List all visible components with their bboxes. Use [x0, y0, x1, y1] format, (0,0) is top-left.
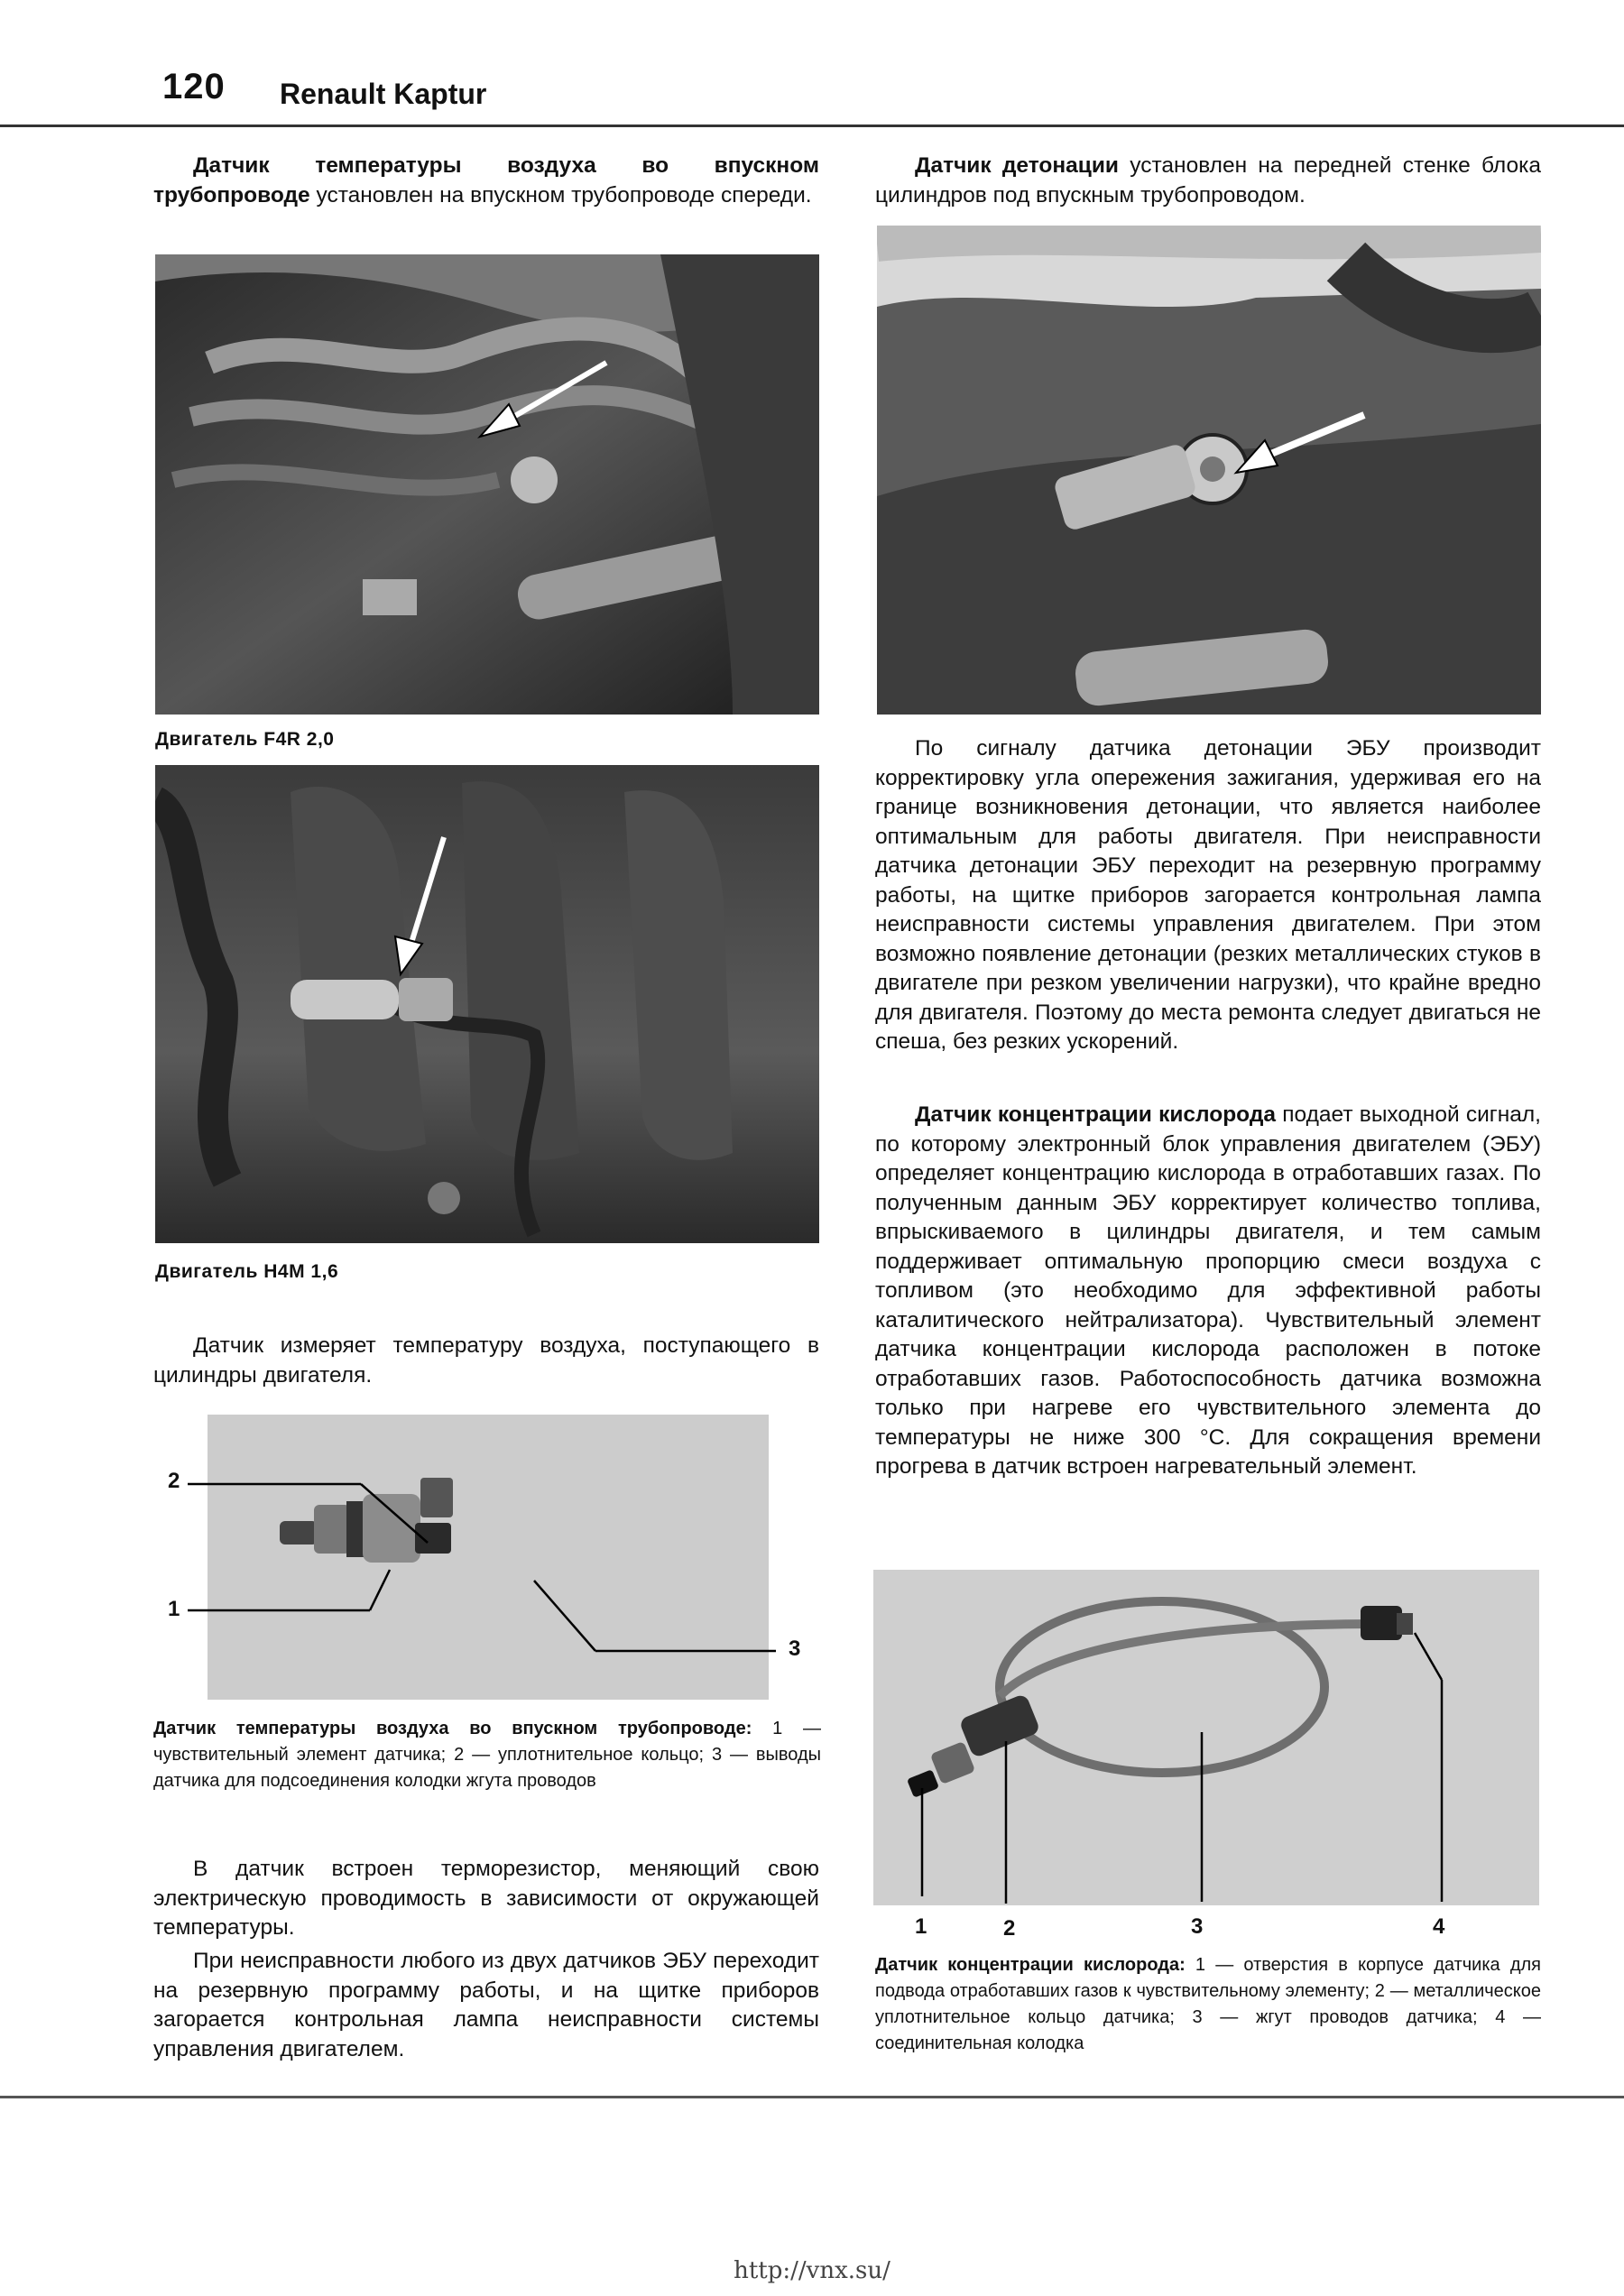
para-thermistor: В датчик встроен терморезистор, меняющий свою электрическую проводимость в зависимости от окружающей температуры. — [153, 1857, 819, 1940]
oxygen-callout-3: 3 — [1191, 1914, 1204, 1939]
knock-sensor-photo — [877, 226, 1541, 715]
engine-f4r-photo — [155, 254, 819, 715]
engine-h4m-photo — [155, 765, 819, 1243]
caption-air-temp-sensor-text: 1 — чувствительный элемент датчика; 2 — уплотнительное кольцо; 3 — выводы датчика для подсоединения колодки жгута проводов — [153, 1719, 821, 1791]
oxygen-callout-4: 4 — [1433, 1914, 1445, 1939]
footer-divider — [0, 2096, 1624, 2098]
photo-label-h4m: Двигатель H4M 1,6 — [155, 1261, 339, 1282]
caption-air-temp-sensor-title: Датчик температуры воздуха во впускном трубопроводе: — [153, 1719, 752, 1738]
oxygen-sensor-text: подает выходной сигнал, по которому электронный блок управления двигателем (ЭБУ) определяет концентрацию кислорода в отработавших газах. По полученным данным ЭБУ корректирует количество топлива, впрыскиваемого в цилиндры двигателя, и тем самым поддерживает оптимальную пропорцию смеси воздуха с топливом (это необходимо для эффективной работы каталитического нейтрализатора). Чувствительный элемент датчика концентрации кислорода расположен в потоке отработавших газов. Работоспособность датчика возможна только при нагреве его чувствительного элемента до температуры не ниже 300 °С. Для сокращения времени прогрева в датчик встроен нагревательный элемент. — [875, 1102, 1541, 1479]
intro-knock-sensor-text: установлен на передней стенке блока цилиндров под впускным трубопроводом. — [875, 153, 1541, 207]
para-measure: Датчик измеряет температуру воздуха, поступающего в цилиндры двигателя. — [153, 1333, 819, 1388]
footer-url: http://vnx.su/ — [734, 2257, 890, 2284]
para-oxygen-sensor — [875, 1101, 1541, 1482]
intro-air-temp-sensor-title: Датчик температуры воздуха во впускном трубопроводе — [153, 153, 819, 207]
intro-air-temp-sensor — [153, 152, 819, 210]
para-fault: При неисправности любого из двух датчиков ЭБУ переходит на резервную программу работы, и на щитке приборов загорается контрольная лампа неисправности системы управления двигателем. — [153, 1949, 819, 2061]
caption-oxygen-sensor-text: 1 — отверстия в корпусе датчика для подвода отработавших газов к чувствительному элементу; 2 — металлическое уплотнительное кольцо датчика; 3 — жгут проводов датчика; 4 — соединительная колодка — [875, 1955, 1541, 2053]
caption-oxygen-sensor — [875, 1952, 1541, 2057]
page-number: 120 — [162, 67, 226, 106]
sensor-callout-1: 1 — [168, 1597, 180, 1621]
book-title: Renault Kaptur — [280, 78, 487, 110]
oxygen-callout-2: 2 — [1003, 1916, 1016, 1941]
para-knock: По сигналу датчика детонации ЭБУ производит корректировку угла опережения зажигания, удерживая его на границе возникновения детонации, что является наиболее оптимальным для работы двигателя. При неисправности датчика детонации ЭБУ переходит на резервную программу работы, на щитке приборов загорается контрольная лампа неисправности системы управления двигателем. При этом возможно появление детонации (резких металлических стуков в двигателе при резком увеличении нагрузки), что крайне вредно для двигателя. Поэтому до места ремонта следует двигаться не спеша, без резких ускорений. — [875, 736, 1541, 1054]
oxygen-callout-1: 1 — [915, 1914, 927, 1939]
caption-oxygen-sensor-title: Датчик концентрации кислорода: — [875, 1955, 1186, 1975]
intro-knock-sensor-title: Датчик детонации — [915, 153, 1119, 178]
header-divider — [0, 124, 1624, 127]
sensor-callout-2: 2 — [168, 1469, 180, 1493]
oxygen-sensor-photo — [873, 1570, 1539, 1905]
intro-knock-sensor — [875, 152, 1541, 210]
oxygen-sensor-title: Датчик концентрации кислорода — [915, 1102, 1277, 1127]
sensor-callout-3: 3 — [789, 1637, 801, 1661]
air-temp-sensor-photo — [208, 1415, 769, 1700]
photo-label-f4r: Двигатель F4R 2,0 — [155, 729, 335, 750]
caption-air-temp-sensor — [153, 1716, 821, 1794]
intro-air-temp-sensor-text: установлен на впускном трубопроводе спереди. — [309, 182, 812, 207]
